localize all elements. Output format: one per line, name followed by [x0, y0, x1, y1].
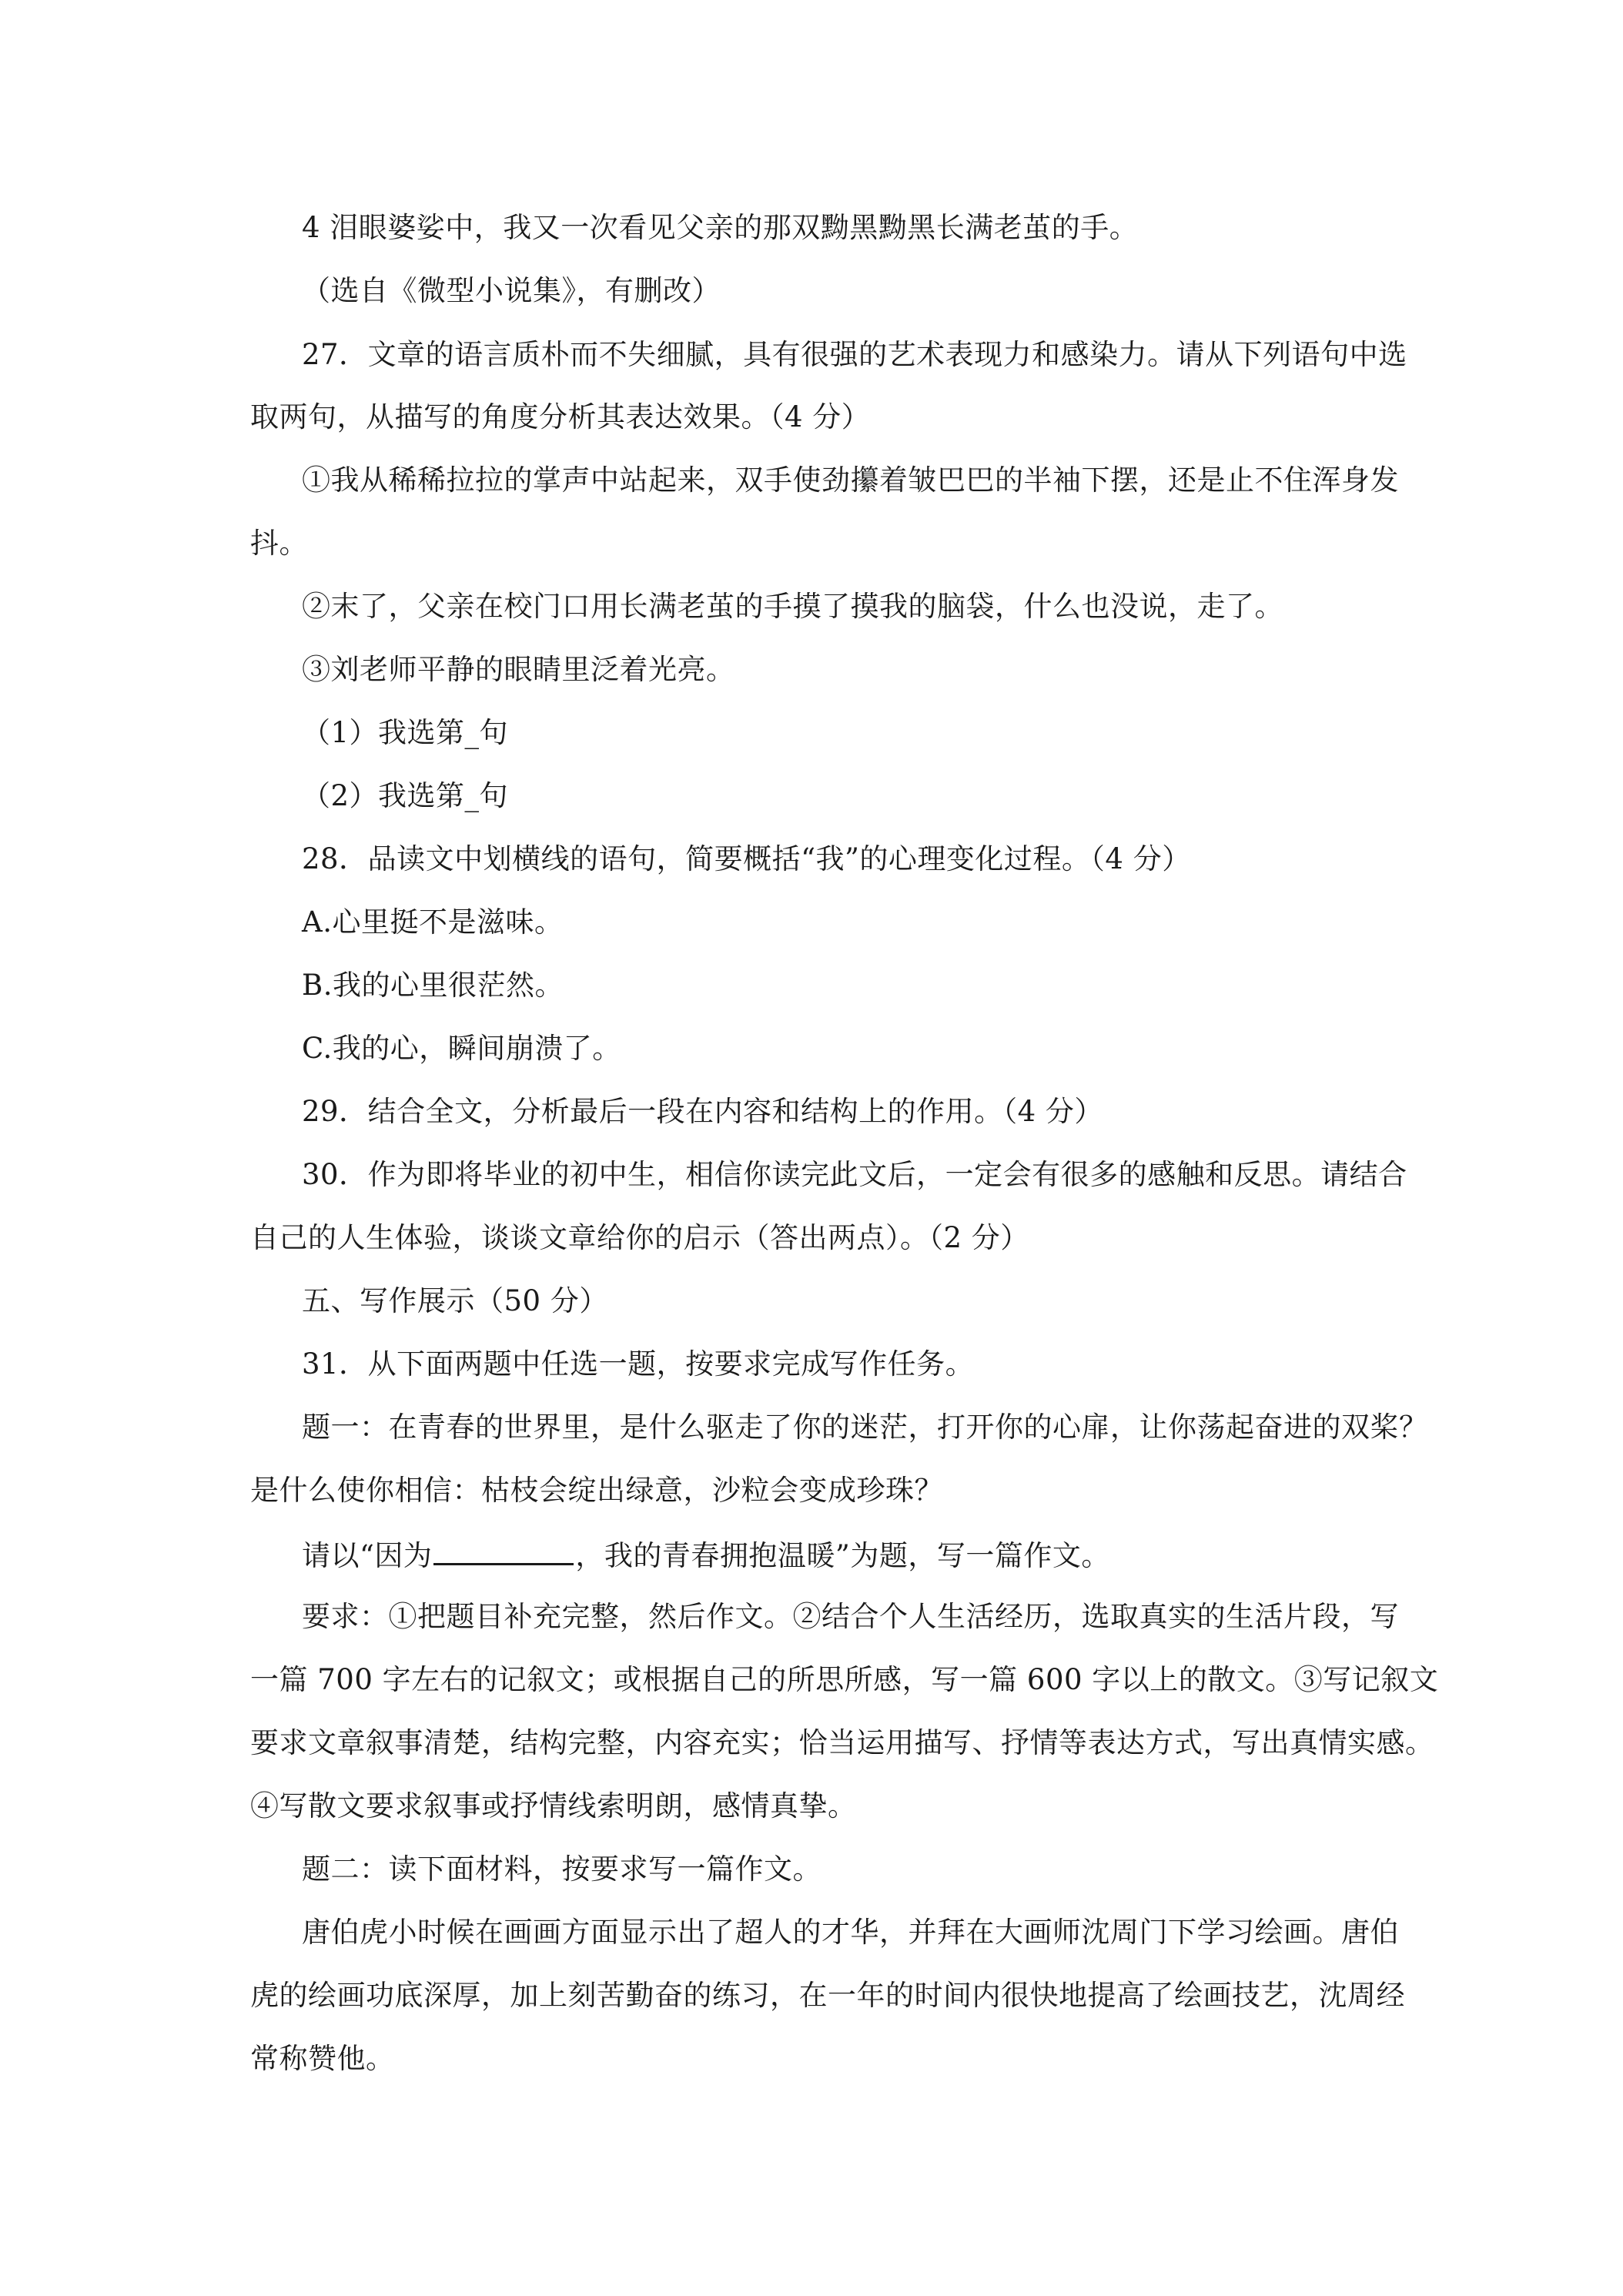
- option-a: A.心里挺不是滋味。: [302, 905, 564, 939]
- question-31: 31．从下面两题中任选一题，按要求完成写作任务。: [302, 1347, 975, 1381]
- requirements-line-2: 一篇 700 字左右的记叙文；或根据自己的所思所感，写一篇 600 字以上的散文。③写记叙文: [250, 1663, 1439, 1696]
- option-c: C.我的心，瞬间崩溃了。: [302, 1032, 621, 1065]
- topic-2-intro: 题二：读下面材料，按要求写一篇作文。: [302, 1853, 822, 1886]
- material-line-3: 常称赞他。: [250, 2042, 395, 2075]
- sentence-1-line-2: 抖。: [250, 527, 308, 560]
- answer-slot-1: （1）我选第_句: [302, 716, 509, 749]
- story-last-paragraph: 4 泪眼婆娑中，我又一次看见父亲的那双黝黑黝黑长满老茧的手。: [302, 211, 1139, 244]
- question-27-line-1: 27．文章的语言质朴而不失细腻，具有很强的艺术表现力和感染力。请从下列语句中选: [302, 338, 1407, 371]
- question-30-line-1: 30．作为即将毕业的初中生，相信你读完此文后，一定会有很多的感触和反思。请结合: [302, 1158, 1407, 1191]
- source-note: （选自《微型小说集》，有删改）: [302, 274, 721, 307]
- sentence-3: ③刘老师平静的眼睛里泛着光亮。: [302, 653, 735, 686]
- prompt-suffix: ，我的青春拥抱温暖”为题，写一篇作文。: [575, 1539, 1110, 1572]
- requirements-line-1: 要求：①把题目补充完整，然后作文。②结合个人生活经历，选取真实的生活片段，写: [302, 1600, 1399, 1633]
- material-line-1: 唐伯虎小时候在画画方面显示出了超人的才华，并拜在大画师沈周门下学习绘画。唐伯: [302, 1916, 1399, 1949]
- question-28: 28．品读文中划横线的语句，简要概括“我”的心理变化过程。（4 分）: [302, 842, 1191, 875]
- question-29: 29．结合全文，分析最后一段在内容和结构上的作用。（4 分）: [302, 1095, 1103, 1128]
- topic-1-line-1: 题一：在青春的世界里，是什么驱走了你的迷茫，打开你的心扉，让你荡起奋进的双桨？: [302, 1411, 1428, 1444]
- question-30-line-2: 自己的人生体验，谈谈文章给你的启示（答出两点）。（2 分）: [250, 1221, 1029, 1254]
- section-heading-writing: 五、写作展示（50 分）: [302, 1284, 608, 1317]
- sentence-2: ②末了，父亲在校门口用长满老茧的手摸了摸我的脑袋，什么也没说，走了。: [302, 590, 1283, 623]
- material-line-2: 虎的绘画功底深厚，加上刻苦勤奋的练习，在一年的时间内很快地提高了绘画技艺，沈周经: [250, 1979, 1405, 2012]
- requirements-line-4: ④写散文要求叙事或抒情线索明朗，感情真挚。: [250, 1789, 857, 1822]
- prompt-prefix: 请以“因为: [302, 1539, 433, 1572]
- title-blank: [433, 1535, 574, 1565]
- topic-1-line-2: 是什么使你相信：枯枝会绽出绿意，沙粒会变成珍珠？: [250, 1474, 943, 1507]
- sentence-1-line-1: ①我从稀稀拉拉的掌声中站起来，双手使劲攥着皱巴巴的半袖下摆，还是止不住浑身发: [302, 464, 1399, 497]
- topic-1-prompt: [302, 1535, 1110, 1575]
- question-27-line-2: 取两句，从描写的角度分析其表达效果。（4 分）: [250, 400, 871, 433]
- option-b: B.我的心里很茫然。: [302, 969, 564, 1002]
- requirements-line-3: 要求文章叙事清楚，结构完整，内容充实；恰当运用描写、抒情等表达方式，写出真情实感。: [250, 1726, 1434, 1759]
- answer-slot-2: （2）我选第_句: [302, 779, 509, 812]
